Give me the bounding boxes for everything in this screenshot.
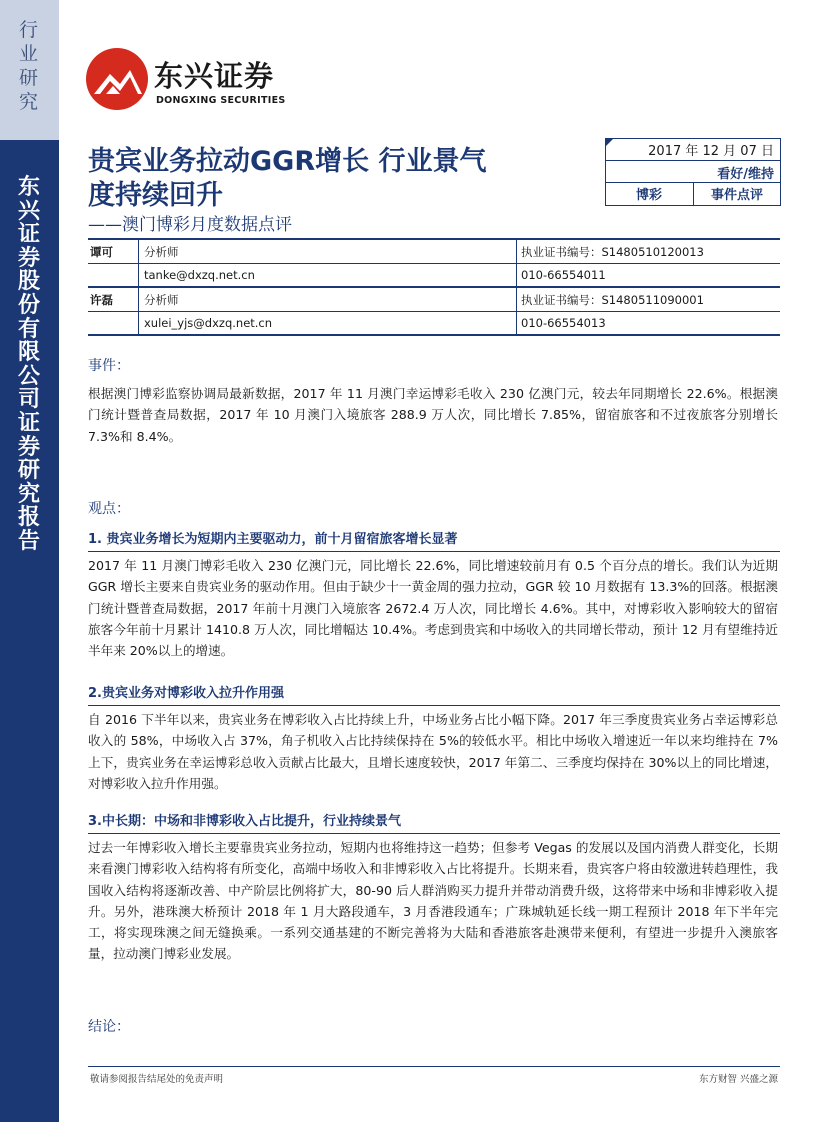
sector-label: 博彩 [635,188,662,203]
event-heading: 事件： [88,358,130,374]
analyst-email[interactable]: tanke@dxzq.net.cn [144,267,255,282]
analyst-role: 分析师 [144,245,179,259]
sidebar-category-panel [0,0,59,140]
analyst-phone: 010-66554013 [521,315,606,330]
conclusion-heading: 结论： [88,1019,130,1035]
analyst-row [88,264,780,289]
sidebar-firm-label: 东兴证券股份有限公司证券研究报告 [17,175,40,554]
dongxing-logo-icon [86,48,148,110]
footer-disclaimer: 敬请参阅报告结尾处的免责声明 [90,1074,224,1085]
analyst-license: 执业证书编号：S1480511090001 [521,293,704,307]
analyst-row [88,312,780,337]
logo-name-en: DONGXING SECURITIES [156,95,286,106]
sidebar-category-label: 行业研究 [18,19,39,113]
analyst-row [88,288,780,312]
page-footer [88,1066,780,1085]
analyst-phone: 010-66554011 [521,267,606,282]
report-type-label: 事件点评 [710,188,763,203]
analyst-row [88,240,780,264]
report-info-box [605,138,781,206]
corner-triangle-icon [606,139,613,146]
section-heading-3: 3.中长期：中场和非博彩收入占比提升，行业持续景气 [88,810,780,834]
analyst-license: 执业证书编号：S1480510120013 [521,245,704,259]
report-subtitle: ——澳门博彩月度数据点评 [88,215,292,235]
section-heading-1: 1. 贵宾业务增长为短期内主要驱动力，前十月留宿旅客增长显著 [88,528,780,552]
analyst-name: 许磊 [90,293,113,307]
analyst-name: 谭可 [90,245,113,259]
logo-name-cn: 东兴证券 [154,59,275,93]
section-paragraph-2: 自 2016 下半年以来，贵宾业务在博彩收入占比持续上升，中场业务占比小幅下降。2017 年三季度贵宾业务占幸运博彩总收入的 58%，中场收入占 37%，角子机收入占比持续保持在 5%的较低水平。相比中场收入增速近一年以来均维持在 7%上下，贵宾业务在幸运博彩总收入贡献占比最大，且增长速度较快，2017 年第二、三季度均保持在 30%以上的同比增速，对博彩收入拉升作用强。 [88,712,778,791]
footer-slogan: 东方财智 兴盛之源 [698,1074,778,1085]
analyst-table [88,238,780,336]
views-heading: 观点： [88,501,130,517]
event-paragraph: 根据澳门博彩监察协调局最新数据，2017 年 11 月澳门幸运博彩毛收入 230 亿澳门元，较去年同期增长 22.6%。根据澳门统计暨普查局数据，2017 年 10 月澳门入境旅客 288.9 万人次，同比增长 7.85%，留宿旅客和不过夜旅客分别增长 7.3%和 8.4%。 [88,386,778,444]
analyst-email[interactable]: xulei_yjs@dxzq.net.cn [144,315,273,330]
report-title-line1: 贵宾业务拉动GGR增长 行业景气 [88,146,487,177]
industry-rating: 看好/维持 [717,167,774,182]
report-date: 2017 年 12 月 07 日 [648,144,774,159]
section-heading-2: 2.贵宾业务对博彩收入拉升作用强 [88,682,780,706]
analyst-role: 分析师 [144,293,179,307]
report-title-line2: 度持续回升 [88,180,223,211]
section-paragraph-3: 过去一年博彩收入增长主要靠贵宾业务拉动，短期内也将维持这一趋势；但参考 Vegas 的发展以及国内消费人群变化，长期来看澳门博彩收入结构将有所变化，高端中场收入和非博彩收入占比将提升。长期来看，贵宾客户将由较激进转趋理性，我国收入结构将逐渐改善、中产阶层比例将扩大，80-90 后人群消购买力提升并带动消费升级，这将带来中场和非博彩收入提升。另外，港珠澳大桥预计 2018 年 1 月大路段通车，3 月香港段通车；广珠城轨延长线一期工程预计 2018 年下半年完工，将实现珠澳之间无缝换乘。一系列交通基建的不断完善将为大陆和香港旅客赴澳带来便利，有望进一步提升入澳旅客量，拉动澳门博彩业发展。 [88,840,778,962]
section-paragraph-1: 2017 年 11 月澳门博彩毛收入 230 亿澳门元，同比增长 22.6%，同比增速较前月有 0.5 个百分点的增长。我们认为近期 GGR 增长主要来自贵宾业务的驱动作用。但由于缺少十一黄金周的强力拉动，GGR 较 10 月数据有 13.3%的回落。根据澳门统计暨普查局数据，2017 年前十月澳门入境旅客 2672.4 万人次，同比增长 4.6%。其中，对博彩收入影响较大的留宿旅客今年前十月累计 1410.8 万人次，同比增幅达 10.4%。考虑到贵宾和中场收入的共同增长带动，预计 12 月有望维持近半年来 20%以上的增速。 [88,558,778,659]
divider [606,160,780,161]
sidebar-firm-panel [0,140,59,1122]
